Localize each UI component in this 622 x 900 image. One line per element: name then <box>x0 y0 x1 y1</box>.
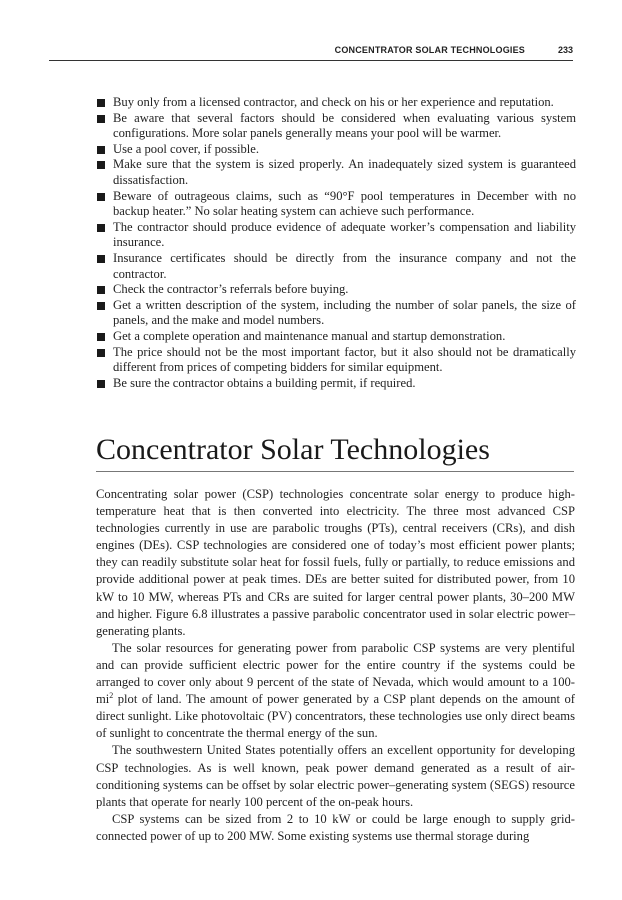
square-bullet-icon <box>97 286 105 294</box>
superscript: 2 <box>109 690 114 700</box>
section-heading: Concentrator Solar Technologies <box>96 432 574 472</box>
paragraph-text: The solar resources for generating power from parabolic CSP systems are very plentiful and can provide sufficient electric power for the entire country if the systems could be arranged to cover only about 9 percent of the state of Nevada, which would amount to a 100-mi <box>96 640 575 707</box>
square-bullet-icon <box>97 146 105 154</box>
list-item-text: Beware of outrageous claims, such as “90°F pool temperatures in December with no backup heater.” No solar heating system can achieve such performance. <box>113 188 576 219</box>
list-item-text: Make sure that the system is sized properly. An inadequately sized system is guaranteed dissatisfaction. <box>113 157 576 187</box>
list-item <box>96 345 576 376</box>
list-item-text: Get a complete operation and maintenance manual and startup demonstration. <box>113 328 506 343</box>
list-item-text: Check the contractor’s referrals before buying. <box>113 282 349 297</box>
list-item-text: The contractor should produce evidence of adequate worker’s compensation and liability insurance. <box>113 219 576 250</box>
list-item-text: Be sure the contractor obtains a building permit, if required. <box>113 375 416 390</box>
square-bullet-icon <box>97 349 105 357</box>
running-header <box>49 40 573 61</box>
list-item-text: Buy only from a licensed contractor, and check on his or her experience and reputation. <box>113 95 554 109</box>
list-item-text: Get a written description of the system, including the number of solar panels, the size of panels, and the make and model numbers. <box>113 297 576 328</box>
body-text <box>96 486 575 845</box>
list-item <box>96 189 576 220</box>
page-number: 233 <box>557 45 573 55</box>
paragraph: The southwestern United States potentially offers an excellent opportunity for developing CSP technologies. As is well known, peak power demand generated as a result of air-conditioning systems can be offset by solar electric power–generating system (SEGS) resource plants that operate for nearly 100 percent of the on-peak hours. <box>96 743 575 809</box>
square-bullet-icon <box>97 333 105 341</box>
square-bullet-icon <box>97 99 105 107</box>
square-bullet-icon <box>97 193 105 201</box>
list-item <box>96 282 576 298</box>
list-item <box>96 157 576 188</box>
list-item-text: Insurance certificates should be directly from the insurance company and not the contractor. <box>113 250 576 281</box>
list-item <box>96 95 576 111</box>
square-bullet-icon <box>97 161 105 169</box>
square-bullet-icon <box>97 224 105 232</box>
square-bullet-icon <box>97 255 105 263</box>
list-item <box>96 220 576 251</box>
square-bullet-icon <box>97 302 105 310</box>
list-item-text: Use a pool cover, if possible. <box>113 141 260 156</box>
list-item <box>96 376 576 392</box>
list-item <box>96 251 576 282</box>
list-item <box>96 329 576 345</box>
bullet-list <box>96 95 576 391</box>
list-item <box>96 298 576 329</box>
square-bullet-icon <box>97 115 105 123</box>
paragraph: Concentrating solar power (CSP) technologies concentrate solar energy to produce high-temperature heat that is then converted into electricity. The three most advanced CSP technologies currently in use are parabolic troughs (PTs), central receivers (CRs), and dish engines (DEs). CSP technologies are considered one of today’s most efficient power plants; they can readily substitute solar heat for fossil fuels, fully or partially, to reduce emissions and provide additional power at peak times. DEs are better suited for distributed power, from 10 kW to 10 MW, whereas PTs and CRs are suited for larger central power plants, 30–200 MW and higher. Figure 6.8 illustrates a passive parabolic concentrator used in solar electric power–generating plants. <box>96 487 575 638</box>
paragraph: CSP systems can be sized from 2 to 10 kW or could be large enough to supply grid-connected power of up to 200 MW. Some existing systems use thermal storage during <box>96 811 575 843</box>
list-item <box>96 142 576 158</box>
square-bullet-icon <box>97 380 105 388</box>
paragraph-text: plot of land. The amount of power generated by a CSP plant depends on the amount of direct sunlight. Like photovoltaic (PV) concentrators, these technologies use only direct beams of sunlight to concentrate the thermal energy of the sun. <box>96 692 575 741</box>
list-item-text: Be aware that several factors should be considered when evaluating various system configurations. More solar panels generally means your pool will be warmer. <box>113 110 576 141</box>
list-item-text: The price should not be the most important factor, but it also should not be dramatically different from prices of competing bidders for similar equipment. <box>113 344 576 375</box>
running-header-title: CONCENTRATOR SOLAR TECHNOLOGIES <box>334 45 525 55</box>
paragraph <box>96 640 575 743</box>
list-item <box>96 111 576 142</box>
